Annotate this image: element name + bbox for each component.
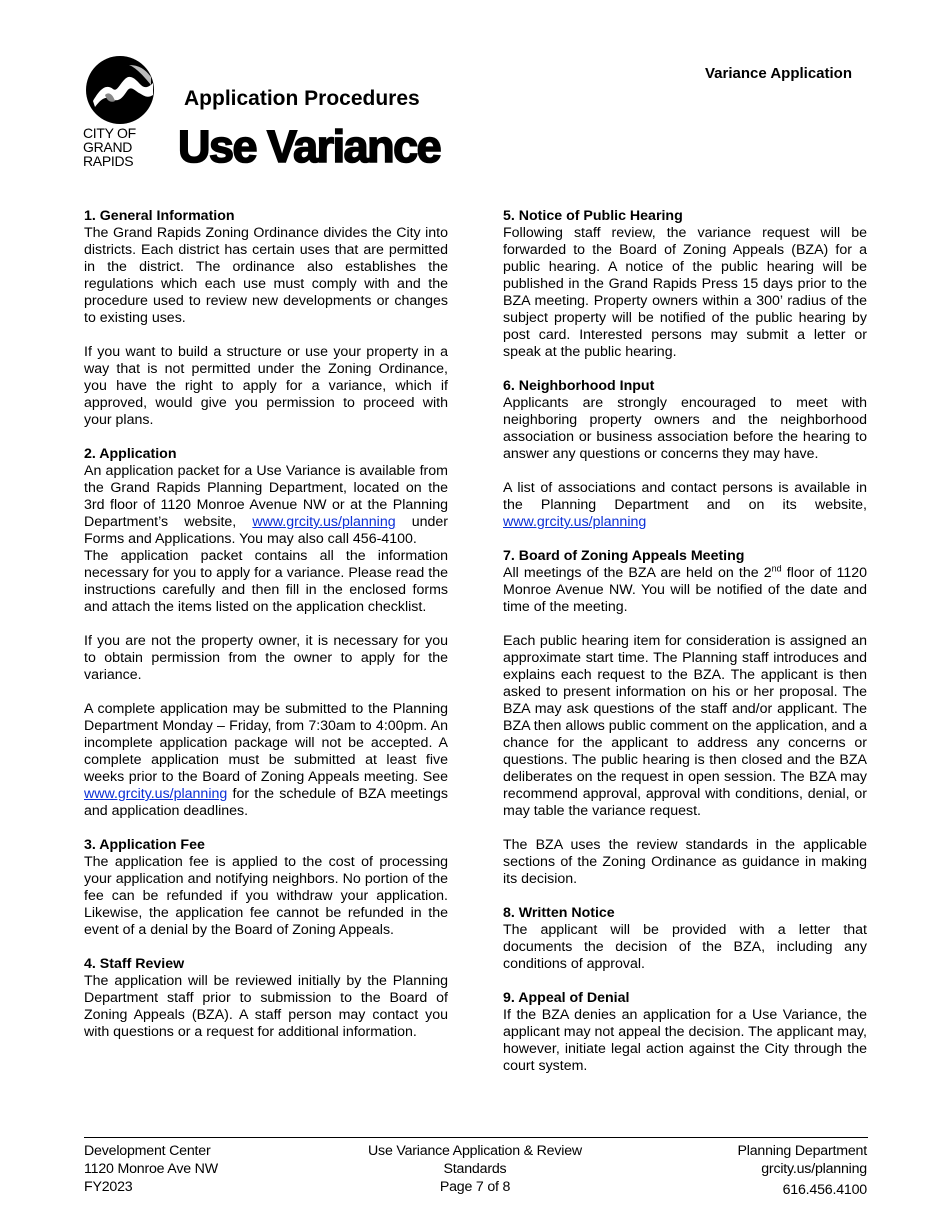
logo-line-1: CITY OF	[83, 125, 136, 141]
section-heading: 3. Application Fee	[84, 837, 205, 853]
page-subtitle: Application Procedures	[184, 87, 420, 110]
superscript: nd	[771, 563, 782, 574]
footer-divider	[84, 1137, 868, 1138]
paragraph: The BZA uses the review standards in the applicable sections of the Zoning Ordinance as guidance in making its decision.	[503, 837, 867, 887]
section-heading: 4. Staff Review	[84, 956, 185, 972]
footer-center	[345, 1142, 605, 1196]
section-notice-of-public-hearing	[503, 208, 867, 361]
paragraph	[503, 480, 867, 531]
paragraph	[84, 463, 448, 548]
paragraph: The applicant will be provided with a letter that documents the decision of the BZA, including any conditions of approval.	[503, 922, 867, 972]
section-heading: 6. Neighborhood Input	[503, 378, 655, 394]
section-heading: 9. Appeal of Denial	[503, 990, 630, 1006]
paragraph: The Grand Rapids Zoning Ordinance divides the City into districts. Each district has certain uses that are permitted in the district. The ordinance also establishes the regulations which each use must comply with and the procedure used to review new developments or changes to existing uses.	[84, 225, 448, 326]
text: floor of 1120 Monroe Avenue NW. You will be notified of the date and time of the meeting.	[503, 565, 867, 615]
footer-text: Planning Department	[737, 1143, 867, 1159]
footer-text: grcity.us/planning	[761, 1161, 867, 1177]
footer-left	[84, 1142, 218, 1196]
paragraph	[503, 565, 867, 616]
footer-text: Standards	[443, 1161, 507, 1177]
footer-text: Use Variance Application & Review	[368, 1143, 582, 1159]
paragraph: If the BZA denies an application for a Use Variance, the applicant may not appeal the decision. The applicant may, however, initiate legal action against the City through the court system.	[503, 1007, 867, 1074]
text: A list of associations and contact persons is available in the Planning Department and on its website,	[503, 480, 867, 513]
text: An application packet for a Use Variance is available from the Grand Rapids Planning Department, located on the 3rd floor of 1120 Monroe Avenue NW or at the Planning Department’s website,	[84, 463, 448, 530]
footer-text: 1120 Monroe Ave NW	[84, 1161, 218, 1177]
section-heading: 1. General Information	[84, 208, 235, 224]
paragraph: The application fee is applied to the cost of processing your application and notifying neighbors. No portion of the fee can be refunded if you withdraw your application. Likewise, the application fee cannot be refunded in the event of a denial by the Board of Zoning Appeals.	[84, 854, 448, 938]
text: All meetings of the BZA are held on the 2	[503, 565, 772, 581]
logo-line-2: GRAND	[83, 139, 133, 155]
paragraph: The application will be reviewed initially by the Planning Department staff prior to submission to the Board of Zoning Appeals (BZA). A staff person may contact you with questions or a request for additional information.	[84, 973, 448, 1040]
city-logo	[83, 53, 158, 171]
document-type-label: Variance Application	[705, 65, 852, 82]
schedule-link[interactable]: www.grcity.us/planning	[84, 786, 228, 802]
footer-right	[738, 1142, 868, 1199]
footer-text: Development Center	[84, 1143, 211, 1159]
section-heading: 7. Board of Zoning Appeals Meeting	[503, 548, 745, 564]
paragraph: If you are not the property owner, it is necessary for you to obtain permission from the owner to apply for the variance.	[84, 633, 448, 683]
logo-line-3: RAPIDS	[83, 153, 134, 169]
left-column	[84, 208, 448, 1058]
text: A complete application may be submitted to the Planning Department Monday – Friday, from 7:30am to 4:00pm. An incomplete application package will not be accepted. A complete application must be submitted at least five weeks prior to the Board of Zoning Appeals meeting. See	[84, 701, 448, 785]
paragraph: Following staff review, the variance request will be forwarded to the Board of Zoning Appeals (BZA) for a public hearing. A notice of the public hearing will be published in the Grand Rapids Press 15 days prior to the BZA meeting. Property owners within a 300’ radius of the subject property will be notified of the public hearing by post card. Interested persons may submit a letter or speak at the public hearing.	[503, 225, 867, 360]
footer-phone: 616.456.4100	[782, 1182, 867, 1198]
paragraph: Each public hearing item for consideration is assigned an approximate start time. The Planning staff introduces and explains each request to the BZA. The applicant is then asked to present information on his or her proposal. The BZA may ask questions of the staff and/or applicant. The BZA then allows public comment on the application, and a chance for the applicant to address any concerns or questions. The public hearing is then closed and the BZA deliberates on the request in open session. The BZA may recommend approval, approval with conditions, denial, or may table the variance request.	[503, 633, 867, 819]
section-appeal-of-denial	[503, 990, 867, 1075]
section-staff-review	[84, 956, 448, 1041]
associations-link[interactable]: www.grcity.us/planning	[503, 514, 647, 530]
footer-text: FY2023	[84, 1179, 133, 1195]
section-heading: 8. Written Notice	[503, 905, 615, 921]
paragraph	[84, 701, 448, 820]
section-heading: 5. Notice of Public Hearing	[503, 208, 683, 224]
page-number: Page 7 of 8	[439, 1179, 511, 1195]
section-general-information	[84, 208, 448, 429]
paragraph: If you want to build a structure or use your property in a way that is not permitted under the Zoning Ordinance, you have the right to apply for a variance, which if approved, would give you permission to proceed with your plans.	[84, 344, 448, 428]
section-heading: 2. Application	[84, 446, 177, 462]
section-application	[84, 446, 448, 820]
section-application-fee	[84, 837, 448, 939]
paragraph: The application packet contains all the information necessary for you to apply for a variance. Please read the instructions carefully and then fill in the enclosed forms and attach the items listed on the application checklist.	[84, 548, 448, 615]
page-title: Use Variance	[178, 121, 441, 172]
section-bza-meeting	[503, 548, 867, 888]
grand-rapids-logo-icon	[85, 55, 155, 125]
text: under Forms and Applications. You may also call 456-4100.	[84, 514, 448, 547]
text: for the schedule of BZA meetings and application deadlines.	[84, 786, 448, 819]
logo-wordmark	[83, 126, 158, 168]
right-column	[503, 208, 867, 1092]
paragraph: Applicants are strongly encouraged to meet with neighboring property owners and the neighborhood association or business association before the hearing to answer any questions or concerns they may have.	[503, 395, 867, 462]
section-written-notice	[503, 905, 867, 973]
section-neighborhood-input	[503, 378, 867, 531]
planning-website-link[interactable]: www.grcity.us/planning	[252, 514, 396, 530]
